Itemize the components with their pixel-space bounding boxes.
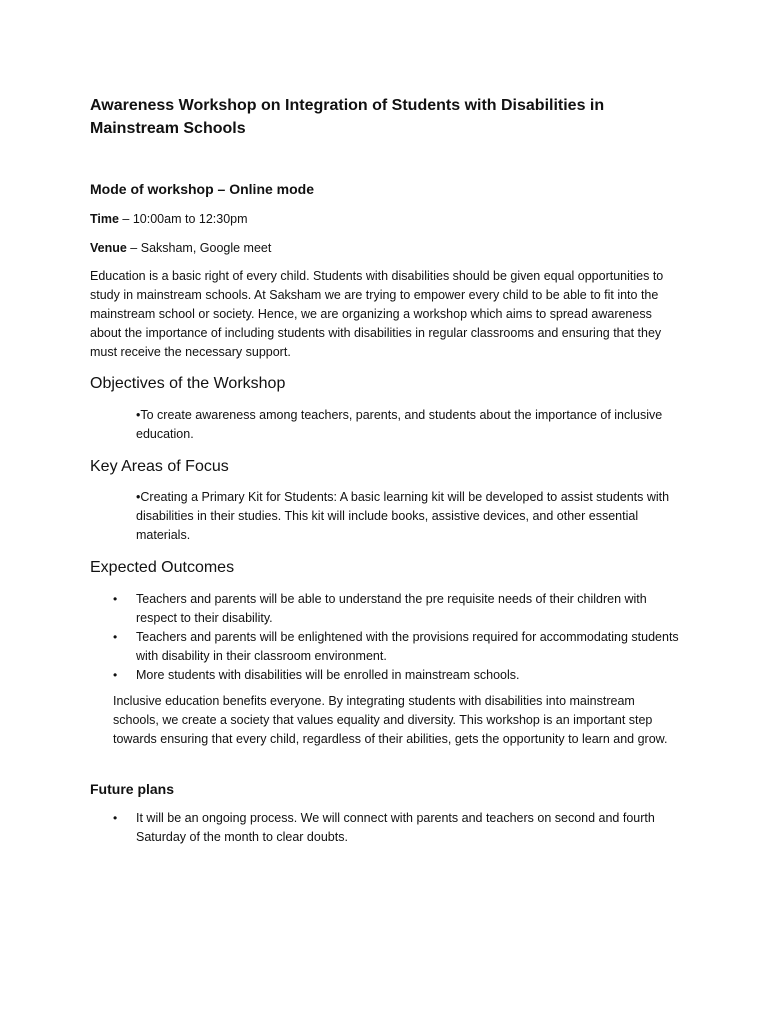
outcomes-list — [113, 590, 683, 685]
focus-heading: Key Areas of Focus — [90, 458, 229, 475]
list-item — [113, 666, 683, 685]
list-item — [113, 809, 683, 847]
venue-label: Venue — [90, 241, 127, 255]
intro-paragraph: Education is a basic right of every child. Students with disabilities should be given equal opportunities to study in mainstream schools. At Saksham we are trying to empower every child to be able to fit into the mainstream school or society. Hence, we are organizing a workshop which aims to spread awareness about the importance of including students with disabilities in regular classrooms and ensuring that they must receive the necessary support. — [90, 269, 664, 359]
future-plans-list — [113, 809, 683, 847]
future-plan-text: It will be an ongoing process. We will connect with parents and teachers on second and fourth Saturday of the month to clear doubts. — [136, 811, 655, 844]
time-line — [90, 210, 248, 228]
focus-item: •Creating a Primary Kit for Students: A basic learning kit will be developed to assist students with disabilities in their studies. This kit will include books, assistive devices, and other essential materials. — [136, 490, 670, 542]
document-title: Awareness Workshop on Integration of Students with Disabilities in Mainstream Schools — [90, 97, 605, 137]
bullet-icon: • — [113, 630, 118, 644]
venue-value: – Saksham, Google meet — [126, 241, 272, 255]
bullet-icon: • — [113, 668, 118, 682]
mode-heading: Mode of workshop – Online mode — [90, 181, 315, 197]
time-label: Time — [90, 212, 119, 226]
outcomes-heading: Expected Outcomes — [90, 559, 235, 576]
bullet-icon: • — [113, 592, 118, 606]
outcome-text: Teachers and parents will be enlightened with the provisions required for accommodating students with disability in their classroom environment. — [136, 630, 679, 663]
bullet-icon: • — [113, 811, 118, 825]
outcome-text: Teachers and parents will be able to understand the pre requisite needs of their children with respect to their disability. — [136, 592, 647, 625]
objective-item: •To create awareness among teachers, parents, and students about the importance of inclusive education. — [136, 408, 663, 441]
future-plans-heading: Future plans — [90, 781, 175, 797]
outcome-text: More students with disabilities will be enrolled in mainstream schools. — [136, 668, 520, 682]
objectives-heading: Objectives of the Workshop — [90, 375, 286, 392]
venue-line — [90, 239, 271, 257]
closing-paragraph: Inclusive education benefits everyone. By integrating students with disabilities into mainstream schools, we create a society that values equality and diversity. This workshop is an important step towards ensuring that every child, regardless of their abilities, gets the opportunity to learn and grow. — [113, 694, 668, 746]
list-item — [113, 590, 683, 628]
time-value: – 10:00am to 12:30pm — [118, 212, 248, 226]
list-item — [113, 628, 683, 666]
